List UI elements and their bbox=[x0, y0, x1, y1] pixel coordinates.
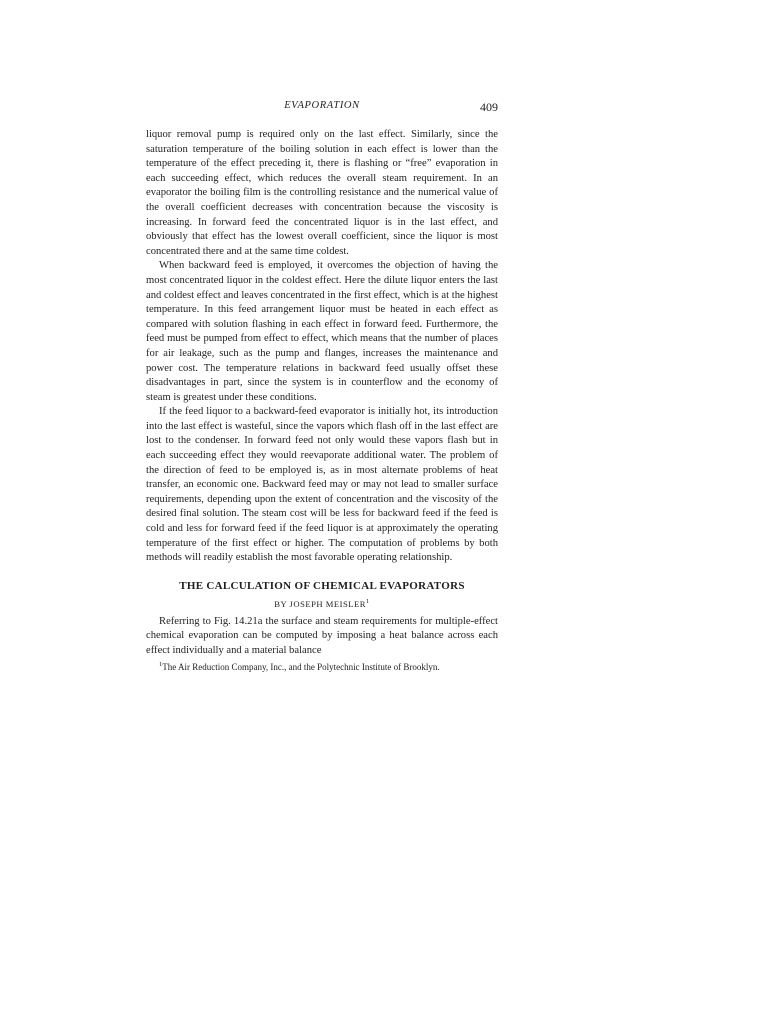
footnote-mark: 1 bbox=[159, 661, 163, 669]
section-text bbox=[146, 615, 498, 659]
paragraph-1: liquor removal pump is required only on the last effect. Similarly, since the saturation temperature of the boiling solution in each effect is lower than the temperature of the effect preceding it, there is flashing or “free” evaporation in each succeeding effect, which reduces the overall steam requirement. In an evaporator the boiling film is the controlling resistance and the numerical value of the overall coefficient decreases with concentration because the viscosity is increasing. In forward feed the concentrated liquor is in the last effect, and obviously that effect has the lowest overall coefficient, since the liquor is most concentrated there and at the same time coldest. bbox=[146, 129, 498, 257]
body-text bbox=[146, 128, 498, 566]
paragraph-3: If the feed liquor to a backward-feed evaporator is initially hot, its introduction into the last effect is wasteful, since the vapors which flash off in the last effect are lost to the condenser. In forward feed not only would these vapors flash but in each succeeding effect they would reevaporate additional water. The problem of the direction of feed to be employed is, as in most alternate problems of heat transfer, an economic one. Backward feed may or may not lead to smaller surface requirements, depending upon the extent of concentration and the viscosity of the desired final solution. The steam cost will be less for backward feed if the feed is cold and less for forward feed if the feed liquor is at approximately the operating temperature of the first effect or higher. The computation of problems by both methods will readily establish the most favorable operating relationship. bbox=[146, 406, 498, 564]
section-heading: THE CALCULATION OF CHEMICAL EVAPORATORS bbox=[179, 579, 465, 592]
running-title: EVAPORATION bbox=[284, 100, 360, 111]
byline-footnote-mark: 1 bbox=[366, 597, 370, 605]
footnote bbox=[146, 659, 498, 673]
byline bbox=[146, 598, 498, 609]
page-number: 409 bbox=[480, 100, 498, 114]
byline-text: BY JOSEPH MEISLER bbox=[274, 598, 366, 609]
section-paragraph: Referring to Fig. 14.21a the surface and steam requirements for multiple-effect chemical evaporation can be computed by imposing a heat balance across each effect individually and a material balance bbox=[146, 615, 498, 656]
footnote-text: The Air Reduction Company, Inc., and the Polytechnic Institute of Brooklyn. bbox=[162, 662, 440, 673]
book-page bbox=[146, 100, 498, 673]
paragraph-2: When backward feed is employed, it overcomes the objection of having the most concentrated liquor in the coldest effect. Here the dilute liquor enters the last and coldest effect and leaves concentrated in the first effect, which is at the highest temperature. In this feed arrangement liquor must be heated in each effect as compared with solution flashing in each effect in forward feed. Furthermore, the feed must be pumped from effect to effect, which means that the number of places for air leakage, such as the pump and flanges, increases the maintenance and power cost. The temperature relations in backward feed usually offset these disadvantages in part, since the system is in counterflow and the economy of steam is greatest under these conditions. bbox=[146, 260, 498, 403]
running-head bbox=[146, 100, 498, 118]
